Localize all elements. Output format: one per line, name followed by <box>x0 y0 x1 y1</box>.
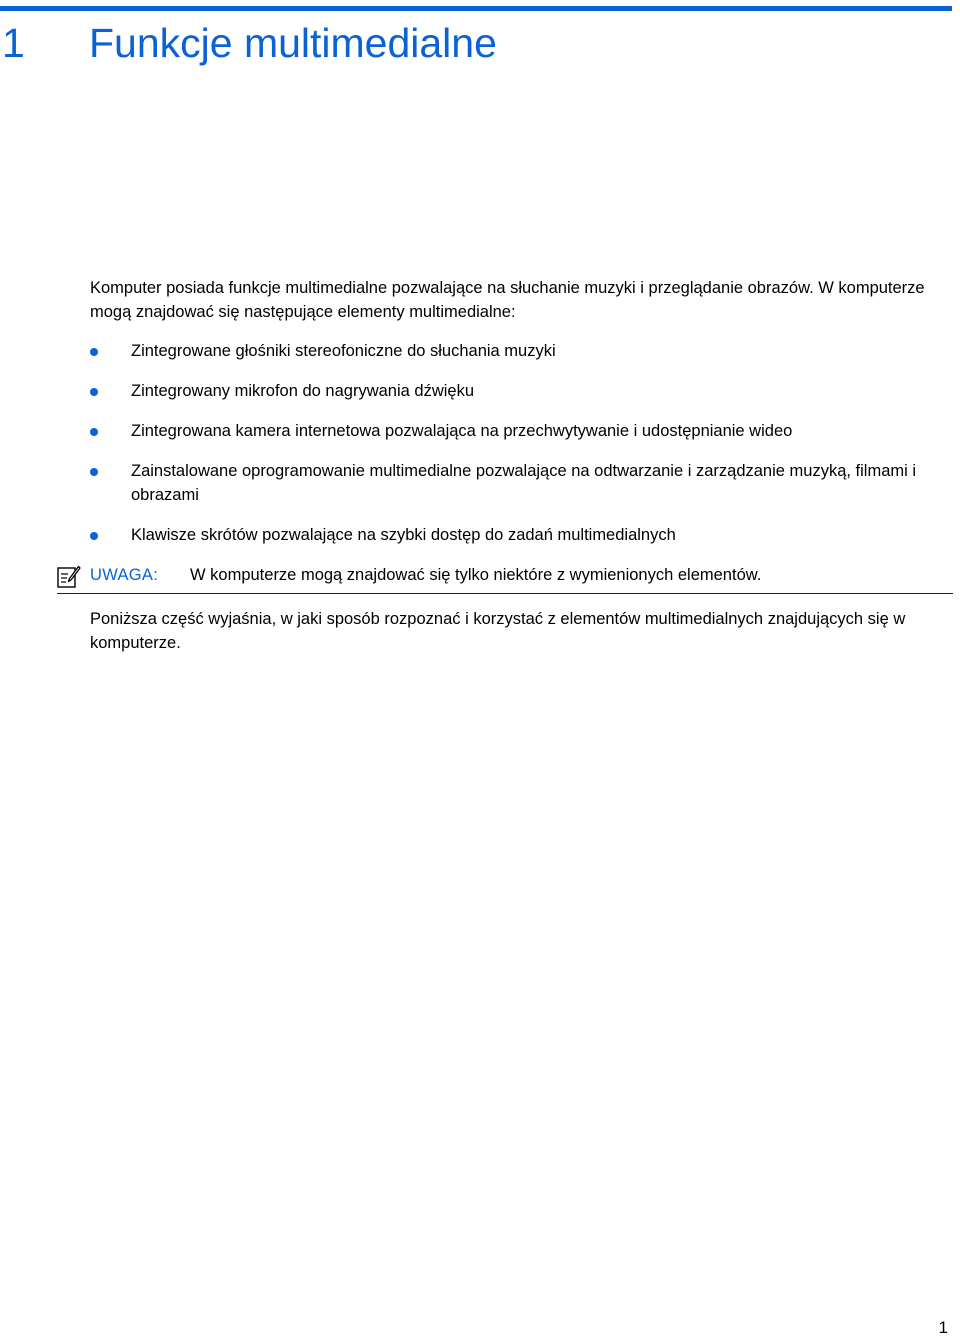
header-rule <box>0 6 952 11</box>
list-item <box>90 419 956 443</box>
chapter-heading <box>0 18 952 68</box>
page-number: 1 <box>938 1318 948 1337</box>
list-item-text: Zintegrowany mikrofon do nagrywania dźwięku <box>131 382 475 400</box>
bullet-icon <box>90 388 98 396</box>
list-item <box>90 459 956 507</box>
note-pencil-icon <box>57 565 81 589</box>
chapter-title: Funkcje multimedialne <box>89 20 497 66</box>
bullet-icon <box>90 428 98 436</box>
bullet-icon <box>90 348 98 356</box>
bullet-icon <box>90 468 98 476</box>
list-item <box>90 379 956 403</box>
chapter-number: 1 <box>2 20 25 66</box>
outro-paragraph: Poniższa część wyjaśnia, w jaki sposób rozpoznać i korzystać z elementów multimedialnych znajdujących się w komputerze. <box>90 610 906 652</box>
feature-list <box>90 339 956 563</box>
list-item-text: Zintegrowane głośniki stereofoniczne do słuchania muzyki <box>131 342 556 360</box>
list-item-text: Zintegrowana kamera internetowa pozwalająca na przechwytywanie i udostępnianie wideo <box>131 422 793 440</box>
note-text: W komputerze mogą znajdować się tylko niektóre z wymienionych elementów. <box>190 566 762 584</box>
note-label: UWAGA: <box>90 566 159 584</box>
intro-paragraph: Komputer posiada funkcje multimedialne pozwalające na słuchanie muzyki i przeglądanie obrazów. W komputerze mogą znajdować się następujące elementy multimedialne: <box>90 279 925 321</box>
list-item <box>90 339 956 363</box>
list-item <box>90 523 956 547</box>
note-callout <box>57 563 953 594</box>
list-item-text: Klawisze skrótów pozwalające na szybki dostęp do zadań multimedialnych <box>131 526 676 544</box>
bullet-icon <box>90 532 98 540</box>
list-item-text: Zainstalowane oprogramowanie multimedialne pozwalające na odtwarzanie i zarządzanie muzyką, filmami i obrazami <box>131 462 917 504</box>
